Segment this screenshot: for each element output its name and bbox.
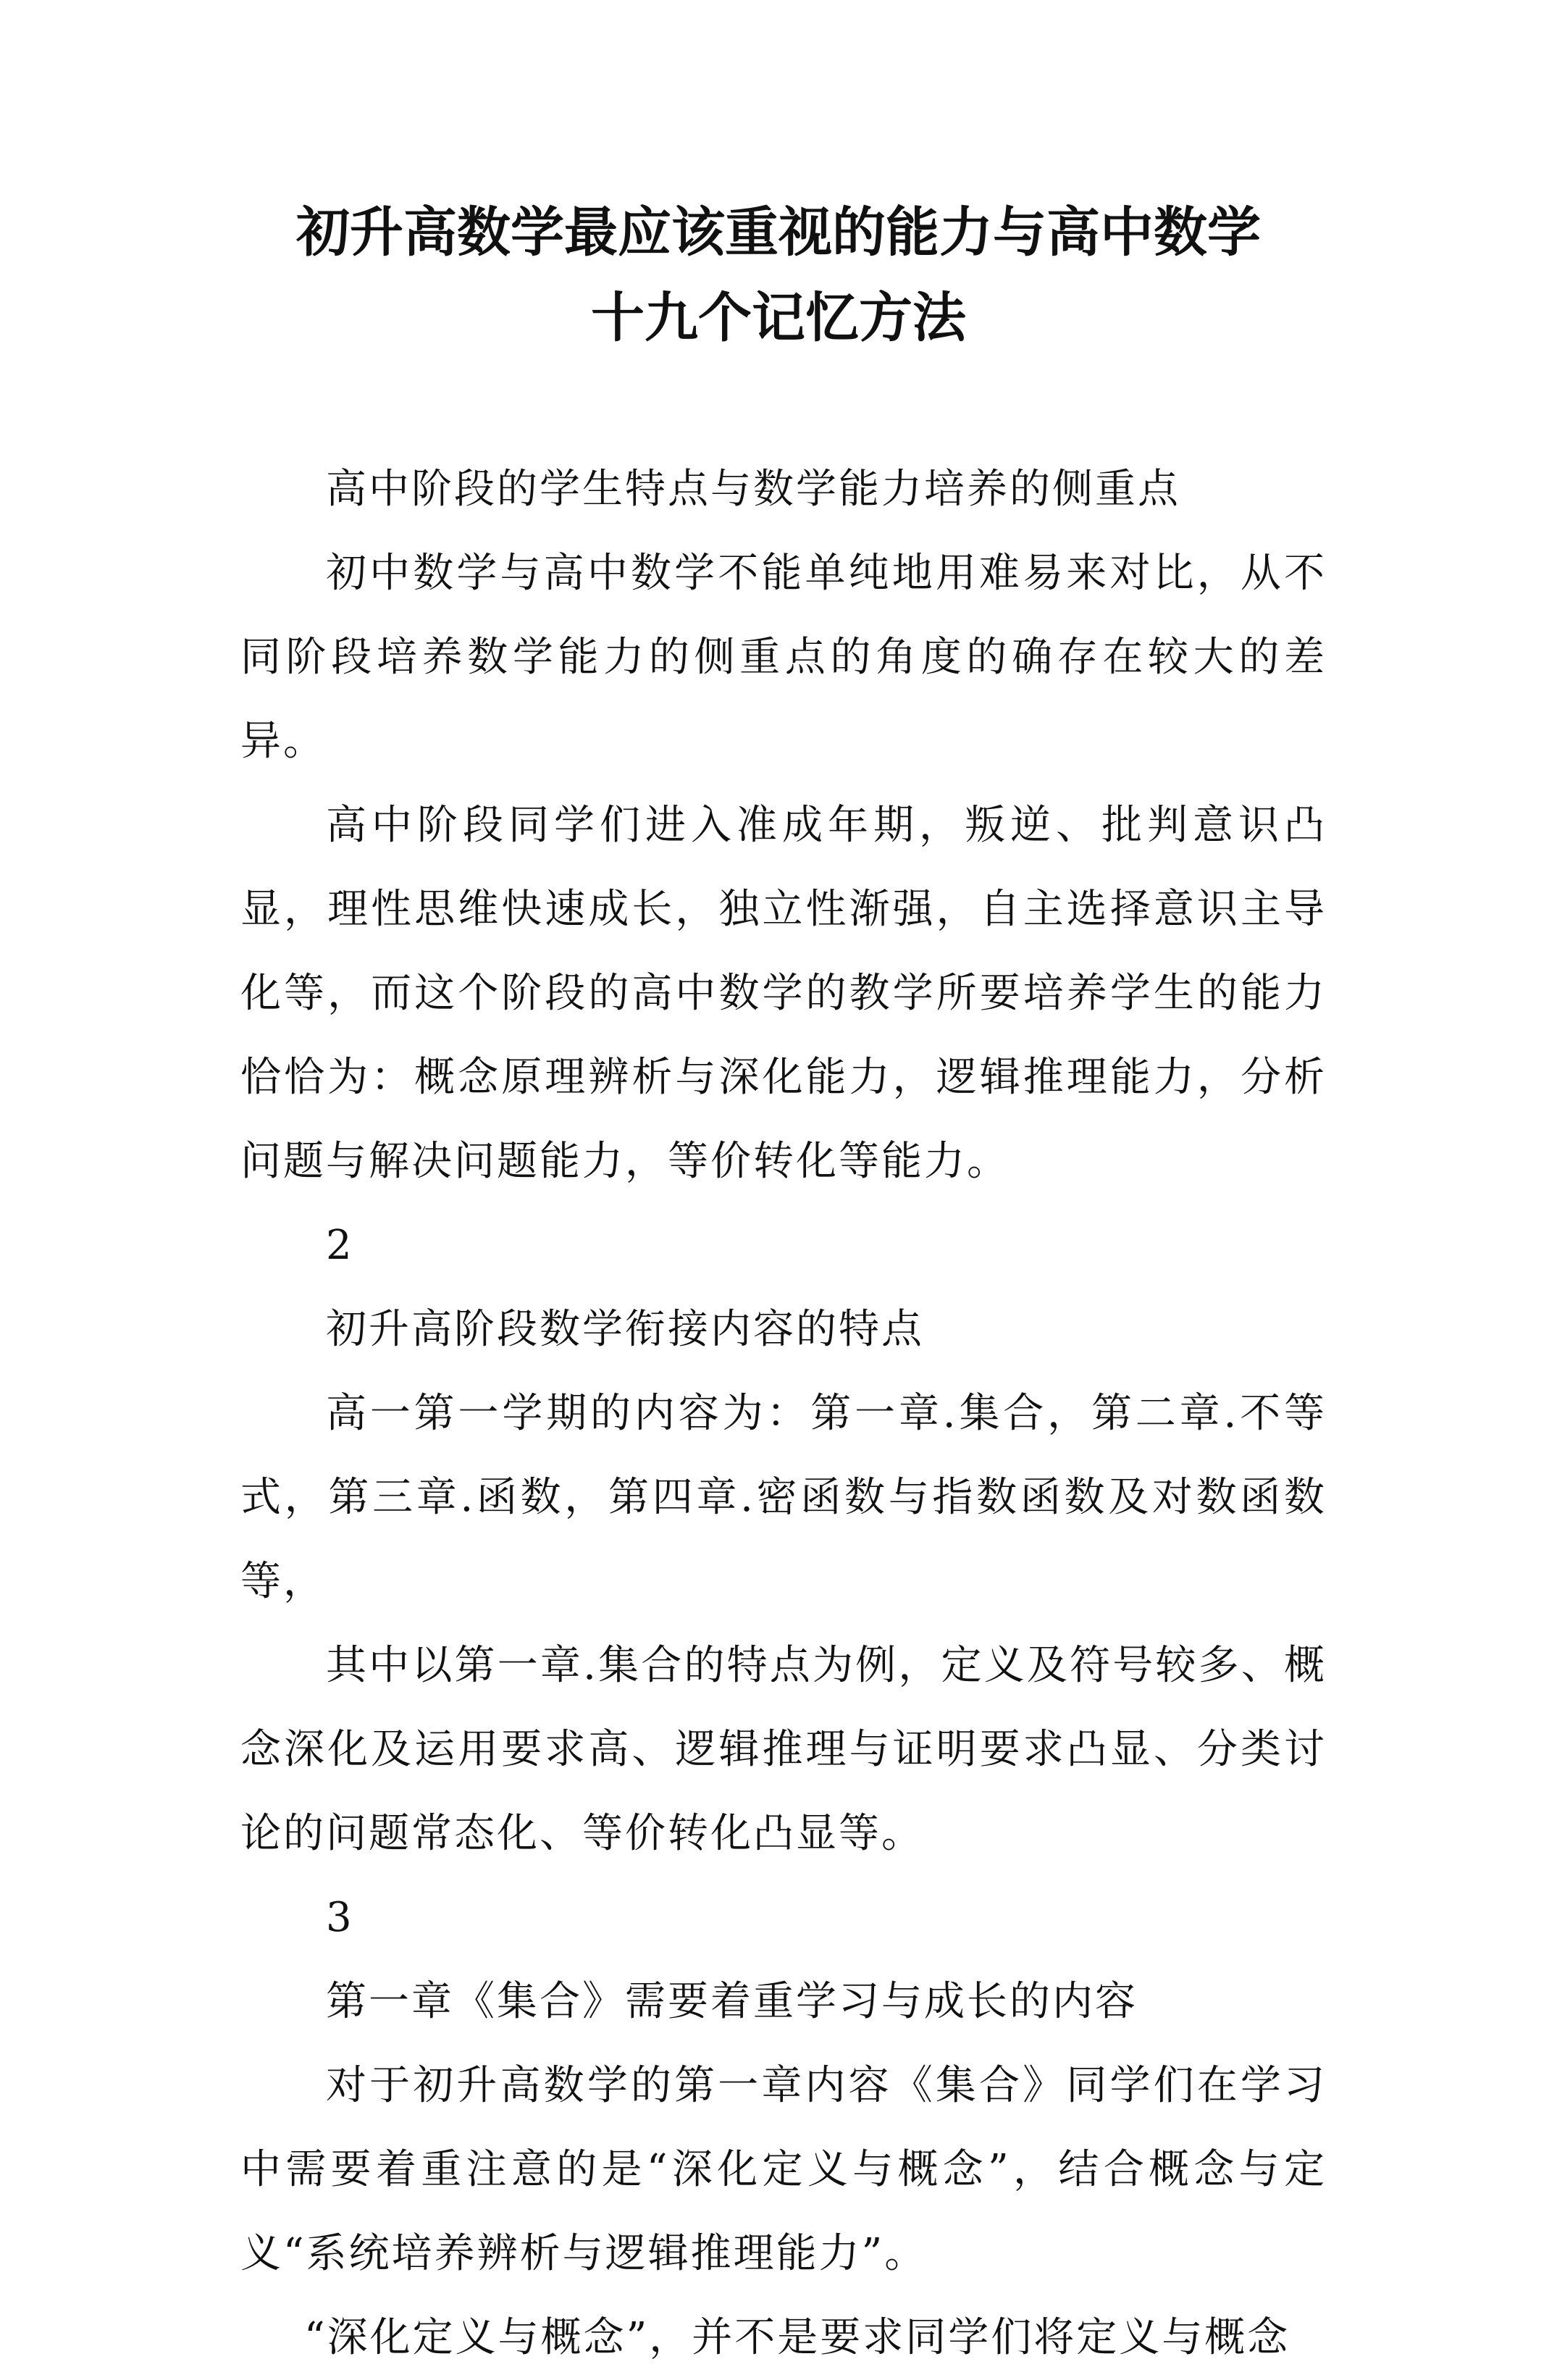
section-number: 2 — [326, 1222, 354, 1269]
document-title — [0, 190, 1557, 361]
document-body — [240, 448, 1327, 2380]
title-line-2: 十九个记忆方法 — [591, 287, 966, 349]
paragraph: 对于初升高数学的第一章内容《集合》同学们在学习中需要着重注意的是“深化定义与概念”，结合概念与定义“系统培养辨析与逻辑推理能力”。 — [240, 2062, 1327, 2277]
title-line-1: 初升高数学最应该重视的能力与高中数学 — [296, 201, 1261, 264]
paragraph: 其中以第一章.集合的特点为例，定义及符号较多、概念深化及运用要求高、逻辑推理与证明要求凸显、分类讨论的问题常态化、等价转化凸显等。 — [240, 1642, 1327, 1857]
section-heading: 初升高阶段数学衔接内容的特点 — [326, 1306, 924, 1353]
section-heading: 第一章《集合》需要着重学习与成长的内容 — [326, 1978, 1138, 2025]
paragraph: 高中阶段同学们进入准成年期，叛逆、批判意识凸显，理性思维快速成长，独立性渐强，自主选择意识主导化等，而这个阶段的高中数学的教学所要培养学生的能力恰恰为：概念原理辨析与深化能力，逻辑推理能力，分析问题与解决问题能力，等价转化等能力。 — [240, 802, 1327, 1185]
paragraph: 初中数学与高中数学不能单纯地用难易来对比，从不同阶段培养数学能力的侧重点的角度的确存在较大的差异。 — [240, 550, 1327, 765]
section-number: 3 — [326, 1894, 354, 1941]
section-heading: 高中阶段的学生特点与数学能力培养的侧重点 — [326, 466, 1180, 513]
paragraph: 高一第一学期的内容为：第一章.集合，第二章.不等式，第三章.函数，第四章.密函数与指数函数及对数函数等， — [240, 1390, 1327, 1605]
paragraph: “深化定义与概念”，并不是要求同学们将定义与概念 — [304, 2314, 1290, 2361]
